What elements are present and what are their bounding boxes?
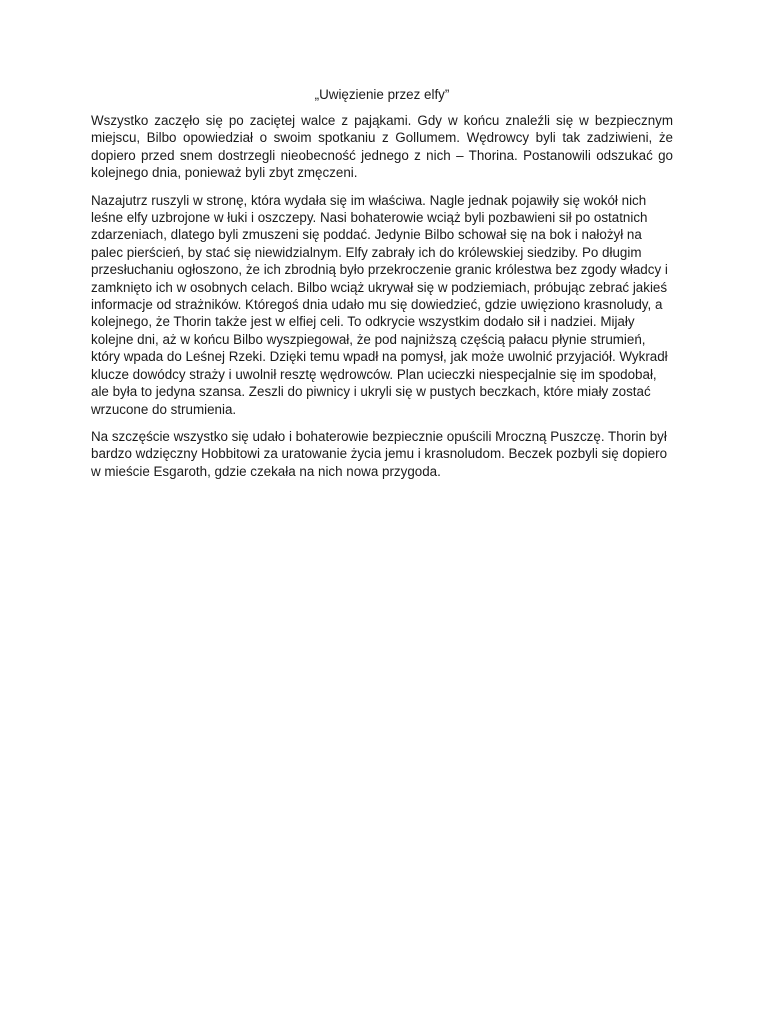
- paragraph-3: Na szczęście wszystko się udało i bohaterowie bezpiecznie opuścili Mroczną Puszczę. Thorin był bardzo wdzięczny Hobbitowi za uratowanie życia jemu i krasnoludom. Beczek pozbyli się dopiero w mieście Esgaroth, gdzie czekała na nich nowa przygoda.: [91, 428, 668, 479]
- document-body: [91, 86, 673, 490]
- document-title: „Uwięzienie przez elfy”: [314, 87, 450, 102]
- paragraph-1: Wszystko zaczęło się po zaciętej walce z pająkami. Gdy w końcu znaleźli się w bezpiecznym miejscu, Bilbo opowiedział o swoim spotkaniu z Gollumem. Wędrowcy byli tak zadziwieni, że dopiero przed snem dostrzegli nieobecność jednego z nich – Thorina. Postanowili odszukać go kolejnego dnia, ponieważ byli zbyt zmęczeni.: [91, 113, 673, 181]
- paragraph-2: Nazajutrz ruszyli w stronę, która wydała się im właściwa. Nagle jednak pojawiły się wokół nich leśne elfy uzbrojone w łuki i oszczepy. Nasi bohaterowie wciąż byli pozbawieni sił po ostatnich zdarzeniach, dlatego byli zmuszeni się poddać. Jedynie Bilbo schował się na bok i nałożył na palec pierścień, by stać się niewidzialnym. Elfy zabrały ich do królewskiej siedziby. Po długim przesłuchaniu ogłoszono, że ich zbrodnią było przekroczenie granic królestwa bez zgody władcy i zamknięto ich w osobnych celach. Bilbo wciąż ukrywał się w podziemiach, próbując zebrać jakieś informacje od strażników. Któregoś dnia udało mu się dowiedzieć, gdzie uwięziono krasnoludy, a kolejnego, że Thorin także jest w elfiej celi. To odkrycie wszystkim dodało sił i nadziei. Mijały kolejne dni, aż w końcu Bilbo wyszpiegował, że pod najniższą częścią pałacu płynie strumień, który wpada do Leśnej Rzeki. Dzięki temu wpadł na pomysł, jak może uwolnić przyjaciół. Wykradł klucze dowódcy straży i uwolnił resztę wędrowców. Plan ucieczki niespecjalnie się im spodobał, ale była to jedyna szansa. Zeszli do piwnicy i ukryli się w pustych beczkach, które miały zostać wrzucone do strumienia.: [91, 192, 668, 417]
